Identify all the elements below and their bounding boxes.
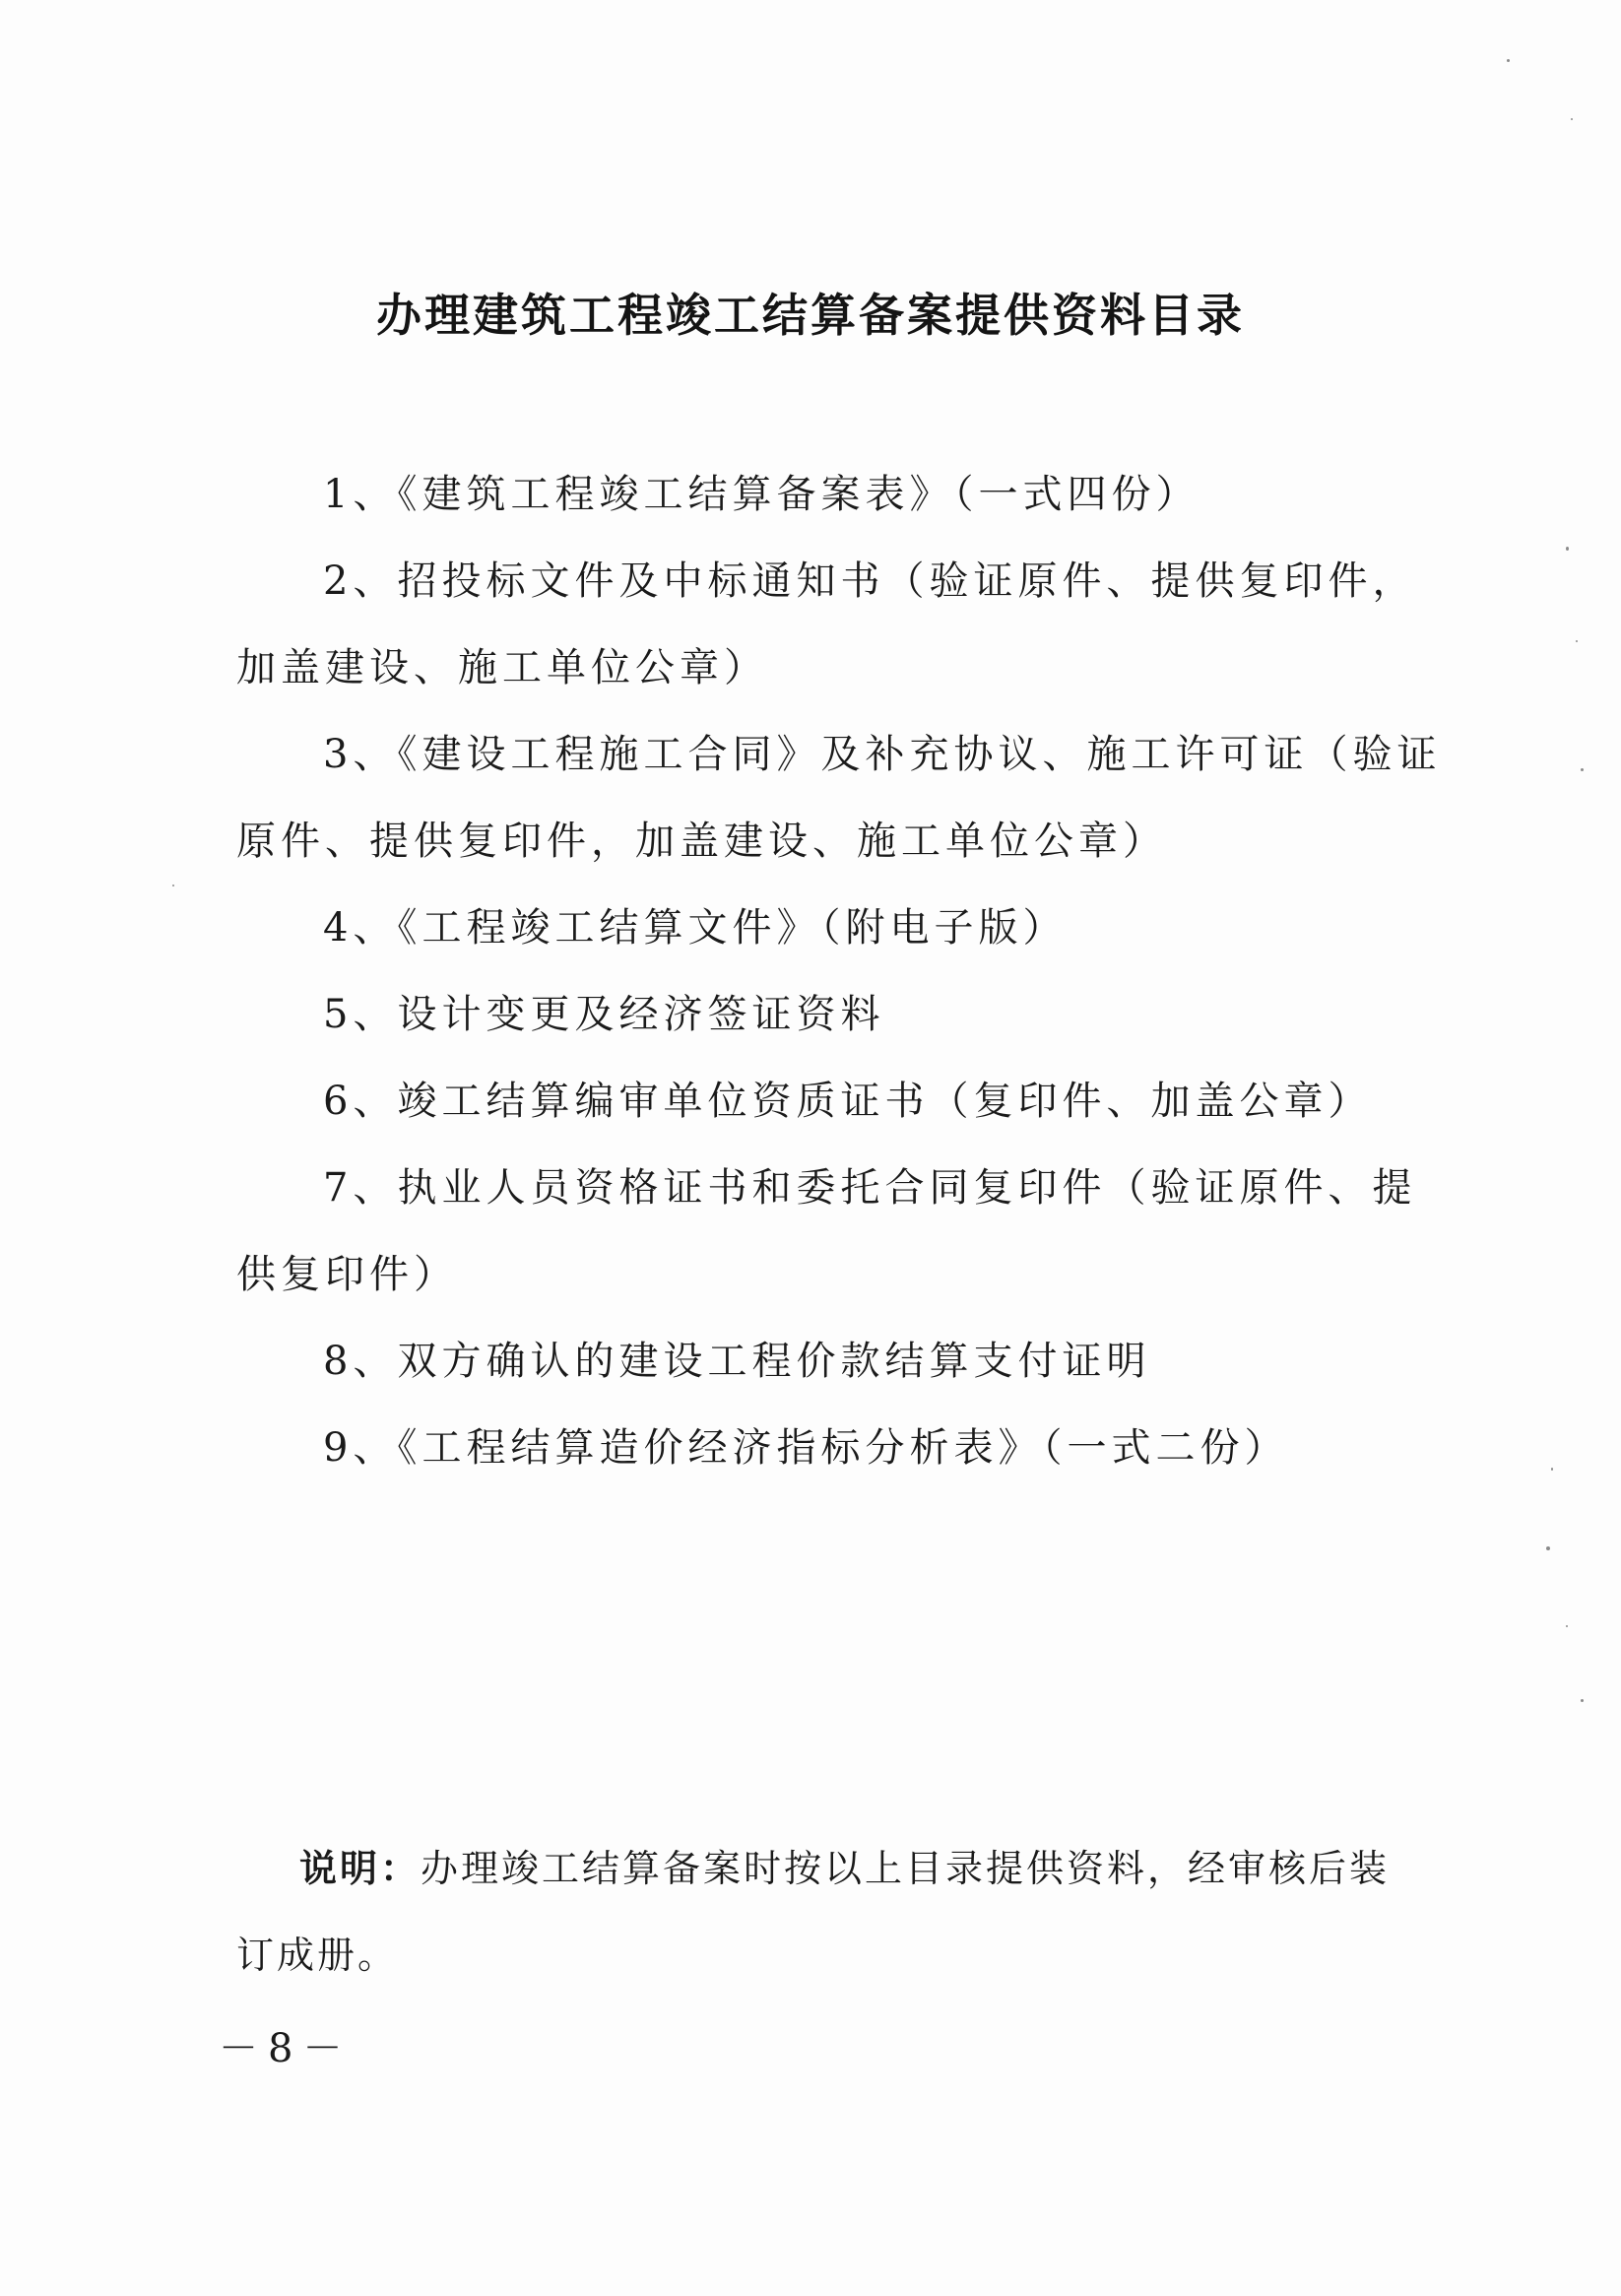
list-item: 9、《工程结算造价经济指标分析表》（一式二份） — [323, 1425, 1289, 1471]
scan-speck — [1571, 118, 1573, 120]
scan-speck — [1581, 1699, 1584, 1702]
materials-list — [236, 451, 1448, 1491]
scan-speck — [1507, 59, 1510, 62]
list-item: 2、招投标文件及中标通知书（验证原件、提供复印件，加盖建设、施工单位公章） — [236, 558, 1417, 690]
scan-speck — [1566, 547, 1569, 551]
scan-speck — [1566, 1625, 1568, 1627]
list-item: 5、设计变更及经济签证资料 — [323, 992, 885, 1037]
list-item: 8、双方确认的建设工程价款结算支付证明 — [323, 1339, 1151, 1384]
list-item: 6、竣工结算编审单位资质证书（复印件、加盖公章） — [323, 1079, 1373, 1124]
list-item: 7、执业人员资格证书和委托合同复印件（验证原件、提供复印件） — [236, 1165, 1417, 1297]
scan-speck — [1546, 1546, 1550, 1550]
list-item: 1、《建筑工程竣工结算备案表》（一式四份） — [323, 472, 1200, 517]
scan-speck — [172, 885, 174, 886]
document-title: 办理建筑工程竣工结算备案提供资料目录 — [376, 289, 1245, 342]
list-item: 4、《工程竣工结算文件》（附电子版） — [323, 905, 1068, 951]
explanation-note — [236, 1825, 1428, 1999]
list-item: 3、《建设工程施工合同》及补充协议、施工许可证（验证原件、提供复印件，加盖建设、施工单位公章） — [236, 732, 1442, 864]
scan-speck — [1551, 1468, 1553, 1471]
scan-speck — [1581, 768, 1584, 771]
note-text: 办理竣工结算备案时按以上目录提供资料，经审核后装订成册。 — [236, 1847, 1391, 1977]
scan-speck — [1576, 640, 1578, 642]
page-number: －8－ — [219, 2026, 353, 2071]
note-label: 说明： — [299, 1847, 421, 1890]
